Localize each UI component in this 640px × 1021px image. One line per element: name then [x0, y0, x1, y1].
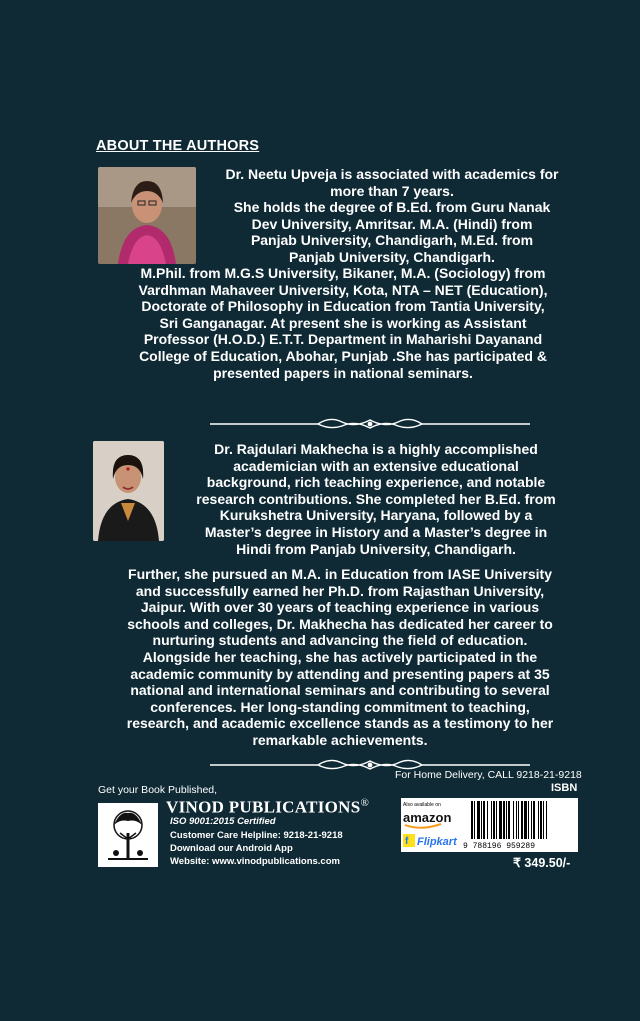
bio-line: remarkable achievements.: [252, 731, 428, 748]
section-heading: ABOUT THE AUTHORS: [96, 138, 260, 154]
barcode-bar: [474, 801, 475, 839]
bio-line: Alongside her teaching, she has actively participated in the: [142, 648, 538, 665]
barcode-bar: [493, 801, 495, 839]
barcode-bar: [513, 801, 514, 839]
author-2-photo: [93, 441, 164, 541]
barcode-bar: [487, 801, 488, 839]
barcode-bar: [481, 801, 482, 839]
bio-line: and successfully earned her Ph.D. from Rajasthan University,: [135, 582, 545, 599]
barcode-bar: [540, 801, 542, 839]
bio-line: academic community by attending and presenting papers at 35: [130, 665, 550, 682]
registered-mark: ®: [360, 797, 370, 809]
isbn-barcode: [461, 798, 578, 852]
bio-line: Hindi from Panjab University, Chandigarh.: [236, 540, 516, 557]
isbn-label: ISBN: [551, 782, 578, 794]
author-1-bio-bottom: [100, 265, 586, 381]
barcode-bar: [508, 801, 510, 839]
barcode-number: 9 788196 959289: [463, 842, 536, 851]
bio-line: Jaipur. With over 30 years of teaching experience in various: [140, 599, 540, 616]
bio-line: research contributions. She completed her B.Ed. from: [196, 490, 556, 507]
barcode-bar: [538, 801, 539, 839]
barcode-bar: [528, 801, 529, 839]
bio-line: Master’s degree in History and a Master’s degree in: [204, 523, 548, 540]
author-1-photo: [98, 167, 196, 264]
website-text: Website: www.vinodpublications.com: [170, 856, 340, 867]
android-app-text: Download our Android App: [170, 843, 293, 854]
delivery-text: For Home Delivery, CALL 9218-21-9218: [395, 769, 582, 781]
barcode-bar: [521, 801, 523, 839]
also-available-text: Also available on: [403, 802, 441, 808]
bio-line: Doctorate of Philosophy in Education from Tantia University,: [141, 298, 545, 315]
bio-line: Panjab University, Chandigarh.: [289, 248, 495, 265]
bio-line: national and international seminars and contributing to several: [130, 682, 550, 699]
flipkart-logo: Flipkart: [417, 836, 457, 848]
get-published-text: Get your Book Published,: [98, 784, 218, 796]
barcode-bar: [496, 801, 497, 839]
publisher-logo: [98, 803, 158, 867]
barcode-bar: [503, 801, 505, 839]
bio-line: nurturing students and advancing the field of education.: [152, 632, 528, 649]
author-1-bio-top: [198, 166, 586, 266]
bio-line: College of Education, Abohar, Punjab .She has participated &: [139, 347, 547, 364]
author-2-bio-bottom: [94, 566, 586, 749]
bio-line: M.Phil. from M.G.S University, Bikaner, M.A. (Sociology) from: [140, 265, 546, 281]
publisher-name: VINOD PUBLICATIONS®: [166, 797, 370, 817]
barcode-bar: [477, 801, 480, 839]
bio-line: She holds the degree of B.Ed. from Guru Nanak: [233, 199, 551, 216]
bio-line: schools and colleges, Dr. Makhecha has dedicated her career to: [127, 615, 553, 632]
bio-line: research, and academic excellence stands as a testimony to her: [126, 715, 554, 732]
bio-line: Dr. Neetu Upveja is associated with academics for: [225, 166, 559, 182]
helpline-text: Customer Care Helpline: 9218-21-9218: [170, 830, 343, 841]
barcode-bar: [531, 801, 532, 839]
bio-line: Sri Ganganagar. At present she is working as Assistant: [159, 314, 527, 331]
bio-line: Professor (H.O.D.) E.T.T. Department in Maharishi Dayanand: [143, 331, 543, 348]
bio-line: Dr. Rajdulari Makhecha is a highly accomplished: [214, 441, 538, 457]
bio-line: background, rich teaching experience, and notable: [206, 474, 546, 491]
bio-line: Vardhman Mahaveer University, Kota, NTA – NET (Education),: [138, 281, 548, 298]
barcode-bar: [518, 801, 519, 839]
bio-line: Panjab University, Chandigarh, M.Ed. from: [250, 232, 534, 249]
price-tag: ₹ 349.50/-: [513, 856, 571, 870]
bio-line: Dev University, Amritsar. M.A. (Hindi) from: [251, 215, 533, 232]
amazon-logo: amazon: [403, 810, 452, 825]
iso-certification: ISO 9001:2015 Certified: [170, 816, 276, 827]
barcode-bar: [533, 801, 535, 839]
store-badges: [401, 798, 461, 852]
bio-line: more than 7 years.: [330, 182, 454, 199]
barcode-bar: [499, 801, 502, 839]
barcode-bar: [546, 801, 547, 839]
barcode-bar: [471, 801, 473, 839]
author-2-bio-top: [166, 441, 586, 557]
barcode-bar: [524, 801, 527, 839]
bio-line: Kurukshetra University, Haryana, followed by a: [219, 507, 533, 524]
barcode-bar: [506, 801, 507, 839]
bio-line: Further, she pursued an M.A. in Education from IASE University: [128, 566, 552, 582]
ornament-divider: [210, 414, 530, 434]
barcode-bar: [491, 801, 492, 839]
bio-line: presented papers in national seminars.: [213, 364, 473, 381]
bio-line: conferences. Her long-standing commitment to teaching,: [150, 698, 530, 715]
barcode-bar: [543, 801, 544, 839]
bio-line: academician with an extensive educational: [233, 457, 519, 474]
barcode-bar: [483, 801, 485, 839]
barcode-bar: [516, 801, 517, 839]
svg-text:f: f: [405, 836, 409, 847]
